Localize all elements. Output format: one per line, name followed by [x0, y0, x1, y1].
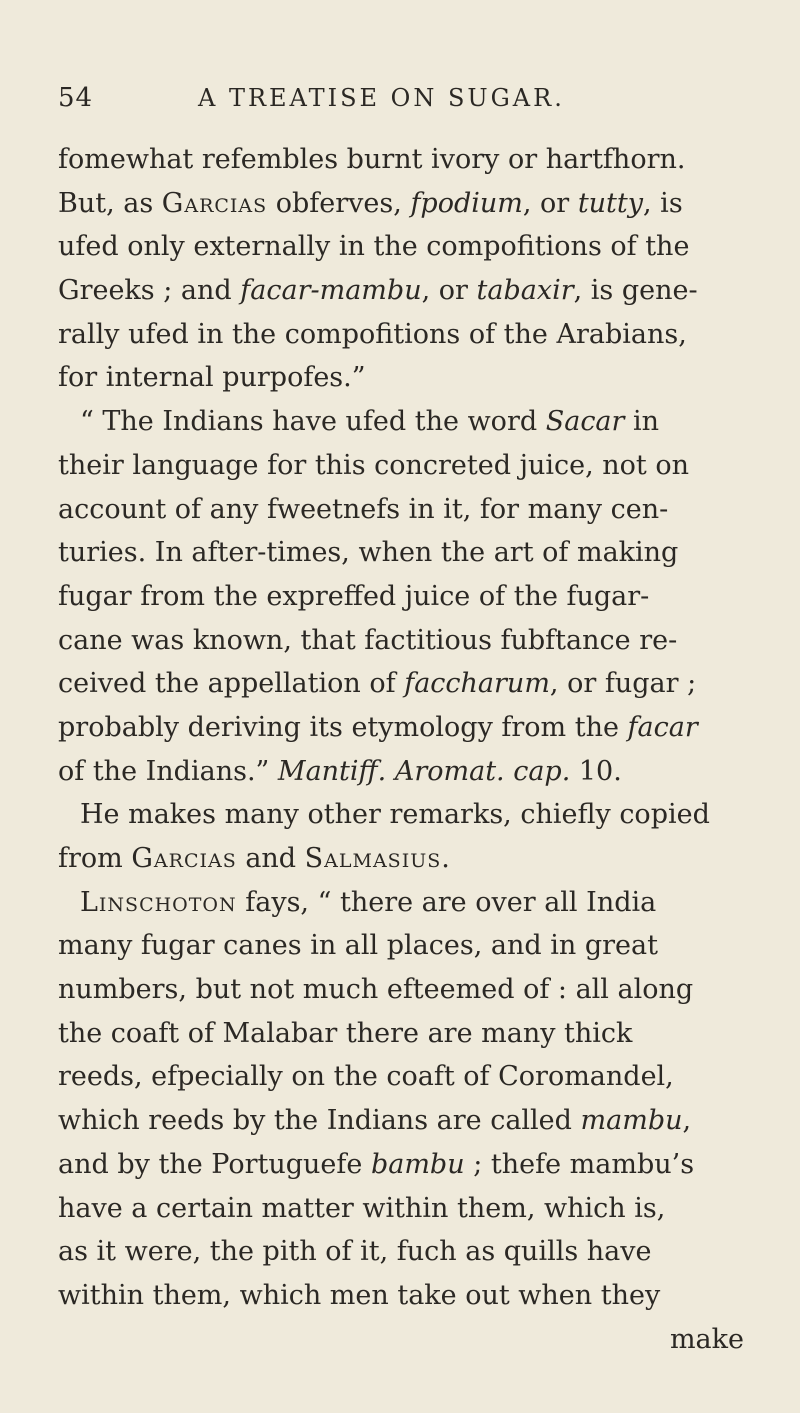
italic-term: Mantiff. Aromat. cap.	[277, 755, 571, 787]
text-run: and by the Portuguefe	[58, 1148, 371, 1180]
text-run: many fugar canes in all places, and in great	[58, 930, 658, 962]
text-run: , or fugar ;	[549, 668, 697, 700]
text-line	[58, 225, 744, 269]
text-run: But, as	[58, 187, 162, 219]
text-line	[58, 1099, 744, 1143]
small-caps-name: Garcias	[161, 187, 268, 219]
body-text	[58, 138, 744, 1361]
text-run: make	[669, 1323, 744, 1355]
italic-term: faccharum	[404, 668, 550, 700]
text-line	[58, 662, 744, 706]
italic-term: tabaxir	[476, 275, 574, 307]
text-run: ; thefe mambu’s	[464, 1148, 695, 1180]
text-line	[58, 1012, 744, 1056]
text-line	[58, 1274, 744, 1318]
italic-term: Sacar	[545, 406, 625, 438]
text-run: have a certain matter within them, which is,	[58, 1192, 666, 1224]
text-line	[58, 706, 744, 750]
small-caps-name: Garcias	[131, 843, 237, 874]
text-line	[58, 619, 744, 663]
text-run: fugar from the expreffed juice of the fugar-	[58, 580, 650, 612]
text-run: “ The Indians have ufed the word	[80, 406, 546, 438]
text-run: their language for this concreted juice, not on	[58, 449, 689, 481]
text-line	[58, 924, 744, 968]
text-run: the coaft of Malabar there are many thick	[58, 1017, 633, 1049]
small-caps-name: Salmasius	[304, 843, 442, 874]
page-header	[58, 78, 698, 118]
text-run: , or	[522, 187, 578, 219]
text-run: and	[236, 843, 305, 874]
text-run: turies. In after-times, when the art of making	[58, 537, 679, 569]
text-run: ufed only externally in the compofitions of the	[58, 231, 690, 263]
text-line	[58, 968, 744, 1012]
text-run: , is	[643, 187, 683, 219]
italic-term: fpodium	[410, 187, 523, 219]
text-run: which reeds by the Indians are called	[58, 1105, 581, 1137]
small-caps-name: Linschoton	[80, 886, 237, 918]
text-run: cane was known, that factitious fubftance re-	[58, 624, 678, 656]
text-line	[58, 575, 744, 619]
text-line	[58, 313, 744, 357]
text-run: obferves,	[267, 187, 411, 219]
text-run: numbers, but not much efteemed of : all along	[58, 974, 694, 1006]
text-run: probably deriving its etymology from the	[58, 711, 628, 743]
text-line	[58, 1055, 744, 1099]
text-line	[58, 356, 744, 400]
text-run: Greeks ; and	[58, 275, 241, 307]
text-run: ceived the appellation of	[58, 668, 405, 700]
italic-term: bambu	[370, 1148, 465, 1180]
text-line	[58, 1318, 744, 1362]
text-line	[58, 269, 744, 313]
text-run: , is gene-	[573, 275, 698, 307]
text-line	[58, 488, 744, 532]
text-line	[58, 1187, 744, 1231]
text-line	[58, 881, 744, 925]
text-run: in	[624, 406, 660, 438]
text-run: from	[58, 843, 132, 874]
text-run: reeds, efpecially on the coaft of Coromandel,	[58, 1061, 674, 1093]
text-line	[58, 1230, 744, 1274]
text-run: He makes many other remarks, chiefly copied	[80, 799, 710, 831]
text-line	[58, 531, 744, 575]
text-run: rally ufed in the compofitions of the Arabians,	[58, 318, 687, 350]
text-line	[58, 400, 744, 444]
text-line	[58, 837, 744, 881]
text-line	[58, 1143, 744, 1187]
text-run: account of any fweetnefs in it, for many cen-	[58, 493, 669, 525]
italic-term: tutty	[577, 187, 644, 219]
text-run: within them, which men take out when they	[58, 1279, 661, 1311]
text-line	[58, 793, 744, 837]
text-run: .	[441, 843, 450, 874]
text-line	[58, 182, 744, 226]
text-run: of the Indians.”	[58, 755, 278, 787]
text-line	[58, 138, 744, 182]
italic-term: facar	[627, 711, 698, 743]
text-run: for internal purpofes.”	[58, 362, 366, 394]
italic-term: facar-mambu	[240, 275, 422, 307]
text-run: fays, “ there are over all India	[236, 886, 657, 918]
text-run: fomewhat refembles burnt ivory or hartfhorn.	[58, 144, 686, 175]
text-run: as it were, the pith of it, fuch as quills have	[58, 1236, 652, 1268]
running-head: A TREATISE ON SUGAR.	[198, 84, 565, 112]
text-run: ,	[682, 1105, 692, 1137]
text-line	[58, 444, 744, 488]
text-run: , or	[421, 275, 477, 307]
text-run: 10.	[570, 755, 622, 787]
italic-term: mambu	[580, 1105, 683, 1137]
page-number: 54	[58, 83, 94, 113]
text-line	[58, 750, 744, 794]
